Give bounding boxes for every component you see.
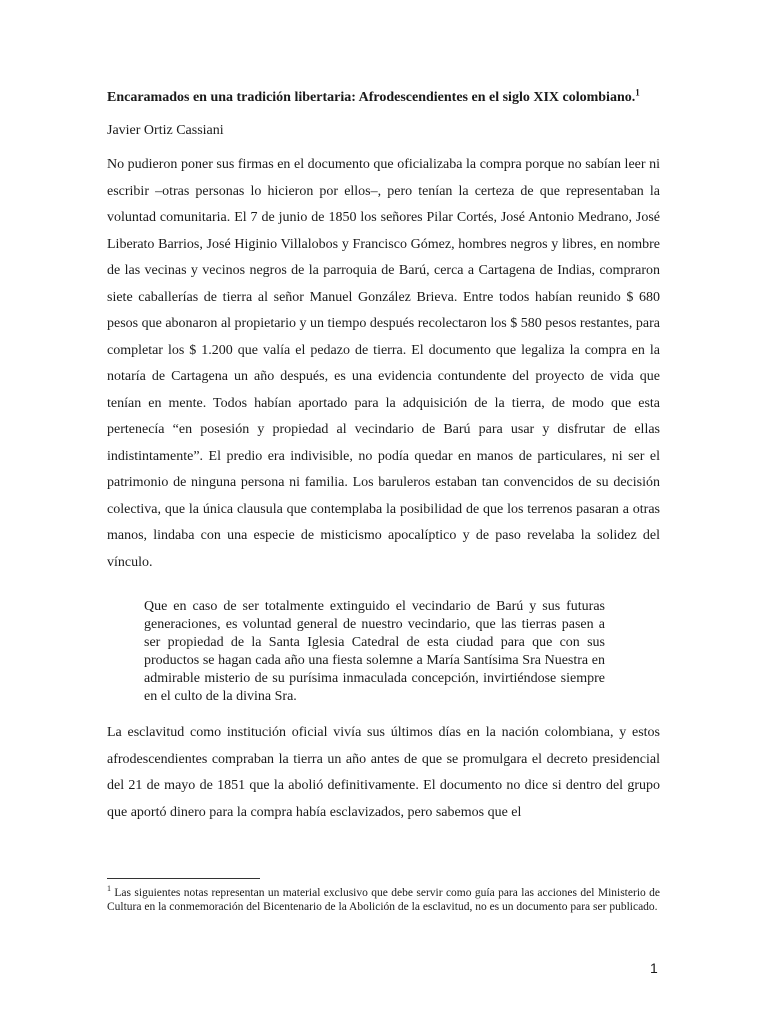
footnote-separator — [107, 878, 260, 879]
footnote-mark: 1 — [107, 884, 111, 894]
title-text: Encaramados en una tradición libertaria: Afrodescendientes en el siglo XIX colombiano. — [107, 90, 636, 105]
block-quote: Que en caso de ser totalmente extinguido el vecindario de Barú y sus futuras generaciones, es voluntad general de nuestro vecindario, que las tierras pasen a ser propiedad de la Santa Iglesia Catedral de esta ciudad para que con sus productos se hagan cada año una fiesta solemne a María Santísima Sra Nuestra en admirable misterio de su purísima inmaculada concepción, invirtiéndose siempre en el culto de la divina Sra. — [144, 599, 605, 704]
footnote — [107, 886, 660, 914]
paragraph-1: No pudieron poner sus firmas en el documento que oficializaba la compra porque no sabían leer ni escribir –otras personas lo hicieron por ellos–, pero tenían la certeza de que representaban la voluntad comunitaria. El 7 de junio de 1850 los señores Pilar Cortés, José Antonio Medrano, José Liberato Barrios, José Higinio Villalobos y Francisco Gómez, hombres negros y libres, en nombre de las vecinas y vecinos negros de la parroquia de Barú, cerca a Cartagena de Indias, compraron siete caballerías de tierra al señor Manuel González Brieva. Entre todos habían reunido $ 680 pesos que abonaron al propietario y un tiempo después recolectaron los $ 580 pesos restantes, para completar los $ 1.200 que valía el pedazo de tierra. El documento que legaliza la compra en la notaría de Cartagena un año después, es una evidencia contundente del proyecto de vida que tenían en mente. Todos habían aportado para la adquisición de la tierra, de modo que esta pertenecía “en posesión y propiedad al vecindario de Barú para usar y disfrutar de ellas indistintamente”. El predio era indivisible, no podía quedar en manos de particulares, ni ser el patrimonio de ninguna persona ni familia. Los baruleros estaban tan convencidos de su decisión colectiva, que la única clausula que contemplaba la posibilidad de que los terrenos pasaran a otras manos, lindaba con una especie de misticismo apocalíptico y de paso revelaba la solidez del vínculo. — [107, 157, 660, 570]
page-number: 1 — [650, 960, 658, 976]
author-name: Javier Ortiz Cassiani — [107, 123, 224, 138]
paragraph-2: La esclavitud como institución oficial vivía sus últimos días en la nación colombiana, y estos afrodescendientes compraban la tierra un año antes de que se promulgara el decreto presidencial del 21 de mayo de 1851 que la abolió definitivamente. El documento no dice si dentro del grupo que aportó dinero para la compra había esclavizados, pero sabemos que el — [107, 725, 660, 820]
footnote-text: Las siguientes notas representan un material exclusivo que debe servir como guía para las acciones del Ministerio de Cultura en la conmemoración del Bicentenario de la Abolición de la esclavitud, no es un documento para ser publicado. — [107, 887, 661, 913]
document-title — [107, 88, 660, 107]
title-footnote-ref[interactable]: 1 — [635, 87, 640, 98]
document-body — [107, 88, 660, 826]
